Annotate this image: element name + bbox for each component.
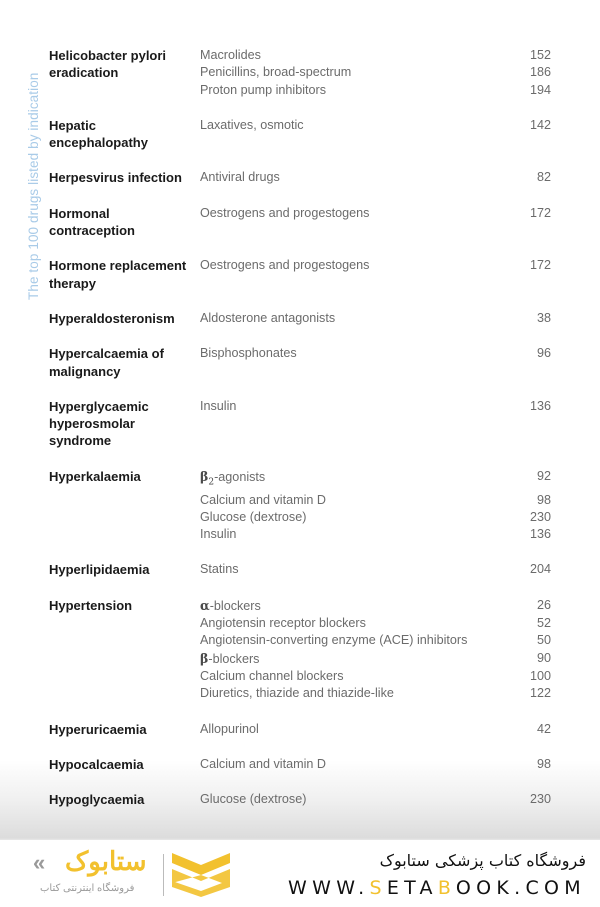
drug-class-name: Statins (200, 562, 239, 577)
drug-class-name: Calcium and vitamin D (200, 756, 326, 771)
drug-row (200, 47, 551, 64)
drug-list (200, 310, 551, 327)
drug-list (200, 117, 551, 152)
drug-class-name: Insulin (200, 527, 237, 542)
page-number: 82 (536, 170, 551, 185)
drug-row (200, 561, 551, 578)
drug-row (200, 650, 551, 668)
drug-row (200, 257, 551, 274)
drug-row (200, 615, 551, 632)
drug-row (200, 310, 551, 327)
page-number: 230 (529, 509, 551, 524)
page-number: 172 (529, 205, 551, 220)
drug-row (200, 756, 551, 773)
drug-class-name: β-blockers (200, 650, 260, 666)
indication-group (49, 47, 551, 99)
indication-label: Hyperaldosteronism (49, 310, 175, 326)
drug-row (200, 82, 551, 99)
indication-group (49, 310, 551, 327)
watermark-footer (0, 840, 600, 907)
drug-class-name: Angiotensin receptor blockers (200, 616, 366, 631)
indication-group (49, 169, 551, 186)
drug-class-name: Macrolides (200, 48, 261, 62)
drug-class-name: Insulin (200, 398, 237, 413)
drug-class-name: Oestrogens and progestogens (200, 258, 370, 273)
chevron-logo-icon (172, 853, 230, 897)
drug-row (200, 509, 551, 526)
indication-label: Hormonal contraception (49, 205, 135, 239)
page-number: 142 (529, 117, 551, 132)
page-number: 50 (536, 633, 551, 648)
drug-class-name: Oestrogens and progestogens (200, 205, 370, 220)
drug-class-name: Glucose (dextrose) (200, 792, 307, 807)
drug-class-name: Glucose (dextrose) (200, 509, 307, 524)
indication-label: Hypertension (49, 597, 133, 613)
store-name: فروشگاه کتاب پزشکی ستابوک (379, 851, 586, 870)
drug-row (200, 526, 551, 543)
drug-list (200, 205, 551, 240)
indication-group (49, 561, 551, 578)
drug-class-name: Diuretics, thiazide and thiazide-like (200, 686, 394, 701)
page-number: 186 (529, 65, 551, 80)
page-number: 92 (536, 468, 551, 483)
page-number: 172 (529, 258, 551, 273)
indication-group (49, 721, 551, 738)
drug-row (200, 398, 551, 415)
drug-list (200, 47, 551, 99)
indication-label: Hyperglycaemic hyperosmolar syndrome (49, 398, 149, 449)
page-number: 26 (536, 597, 551, 612)
page-number: 230 (529, 792, 551, 807)
indication-group (49, 597, 551, 703)
indication-label: Helicobacter pylori eradication (49, 48, 167, 81)
drug-list (200, 398, 551, 450)
drug-list (200, 597, 551, 703)
page-number: 98 (536, 756, 551, 771)
indication-label: Hypoglycaemia (49, 792, 145, 808)
indication-group (49, 117, 551, 152)
indication-label: Hyperkalaemia (49, 468, 141, 484)
indication-group (49, 345, 551, 380)
drug-row (200, 632, 551, 649)
page-number: 98 (536, 492, 551, 507)
greek-prefix: β (200, 650, 209, 666)
drug-row (200, 345, 551, 362)
indication-label: Herpesvirus infection (49, 170, 182, 186)
drug-row (200, 492, 551, 509)
logo-subtitle: فروشگاه اینترنتی کتاب (40, 883, 135, 894)
indication-label: Hormone replacement therapy (49, 258, 187, 291)
page-number: 136 (529, 527, 551, 542)
indication-label: Hypercalcaemia of malignancy (49, 346, 164, 379)
drug-list (200, 721, 551, 738)
drug-class-name: Antiviral drugs (200, 170, 280, 185)
drug-class-name: α-blockers (200, 597, 261, 613)
greek-prefix: $\beta_2$ (200, 468, 215, 488)
logo-divider (163, 854, 164, 896)
indication-label: Hypocalcaemia (49, 756, 144, 772)
indication-group (49, 791, 551, 808)
indication-label: Hyperlipidaemia (49, 562, 150, 578)
drug-row (200, 64, 551, 81)
drug-list (200, 169, 551, 186)
indication-group (49, 257, 551, 292)
drug-list (200, 791, 551, 808)
drug-row (200, 721, 551, 738)
drug-class-name: Laxatives, osmotic (200, 117, 304, 132)
drug-list (200, 468, 551, 544)
page-number: 194 (529, 82, 551, 97)
drug-class-name: Aldosterone antagonists (200, 310, 336, 325)
indication-label: Hyperuricaemia (49, 721, 147, 737)
page-number: 52 (536, 616, 551, 631)
page-number: 100 (529, 668, 551, 683)
drug-row (200, 668, 551, 685)
drug-row (200, 597, 551, 615)
drug-index-table (49, 47, 551, 826)
indication-group (49, 756, 551, 773)
drug-row (200, 169, 551, 186)
drug-list (200, 756, 551, 773)
page-number: 42 (536, 721, 551, 736)
drug-class-name: Allopurinol (200, 721, 259, 736)
drug-class-name: Calcium channel blockers (200, 668, 344, 683)
drug-list (200, 257, 551, 292)
indication-group (49, 205, 551, 240)
drug-row (200, 791, 551, 808)
indication-group (49, 468, 551, 544)
running-side-title: The top 100 drugs listed by indication (26, 72, 41, 300)
drug-list (200, 345, 551, 380)
drug-row (200, 205, 551, 222)
drug-class-name: Angiotensin-converting enzyme (ACE) inhibitors (200, 633, 468, 648)
page-number: 96 (536, 346, 551, 361)
indication-group (49, 398, 551, 450)
drug-class-name: Calcium and vitamin D (200, 492, 326, 507)
logo-wordmark: ستابوک (65, 846, 147, 876)
logo-arrows-icon: « (33, 850, 46, 875)
page-number: 90 (536, 650, 551, 665)
drug-class-name: Bisphosphonates (200, 346, 297, 361)
drug-class-name: Proton pump inhibitors (200, 82, 327, 97)
drug-list (200, 561, 551, 578)
drug-row (200, 685, 551, 702)
store-url-link[interactable]: WWW.SETABOOK.COM (288, 877, 586, 899)
page-number: 38 (536, 310, 551, 325)
page-number: 204 (529, 562, 551, 577)
page-number: 152 (529, 48, 551, 62)
drug-row (200, 117, 551, 134)
indication-label: Hepatic encephalopathy (49, 117, 148, 151)
greek-prefix: α (200, 597, 210, 613)
drug-class-name: Penicillins, broad-spectrum (200, 65, 352, 80)
drug-row (200, 468, 551, 492)
page-number: 122 (529, 686, 551, 701)
page-number: 136 (529, 398, 551, 413)
drug-class-name: $\beta_2$-agonists (200, 468, 266, 488)
